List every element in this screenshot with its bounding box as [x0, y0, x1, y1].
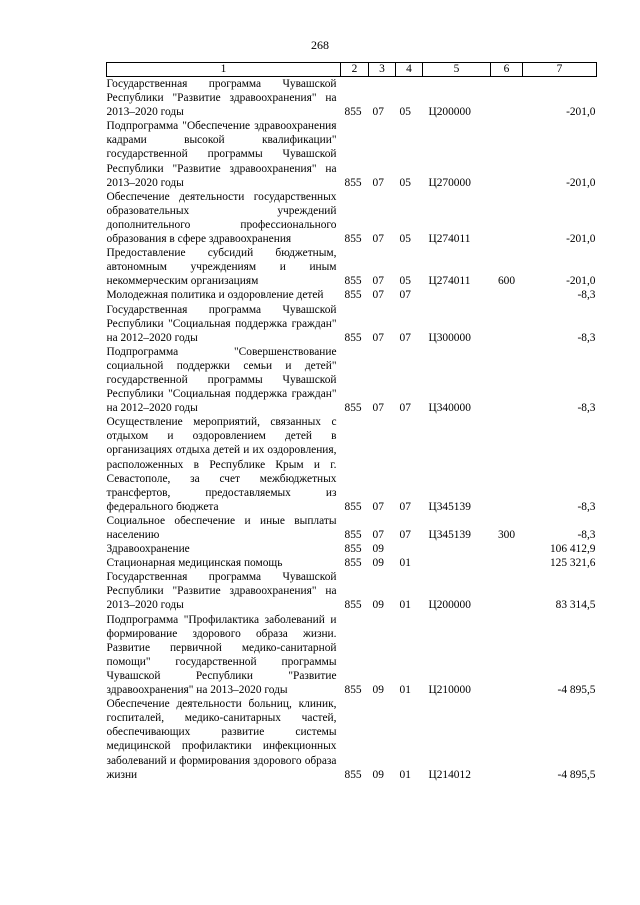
table-row [107, 190, 597, 246]
row-pr: 07 [399, 331, 411, 344]
row-pr: 01 [399, 599, 411, 612]
row-csr: Ц345139 [428, 529, 471, 541]
table-row [107, 613, 597, 698]
row-gr: 855 [344, 768, 362, 781]
row-csr: Ц214012 [428, 768, 471, 781]
row-gr: 855 [344, 500, 362, 513]
row-vr [491, 570, 523, 612]
row-amount: 83 314,5 [555, 599, 596, 612]
row-vr: 600 [497, 275, 516, 288]
row-vr [491, 697, 523, 782]
row-name: Государственная программа Чувашской Республики "Социальная поддержка граждан" на 2012–2020 годы [106, 303, 337, 344]
header-col-3: 3 [369, 63, 396, 77]
row-vr [491, 542, 523, 556]
row-gr: 855 [344, 557, 362, 570]
row-amount: -201,0 [566, 233, 596, 246]
row-vr [491, 288, 523, 302]
row-rz: 07 [372, 176, 384, 189]
table-row [107, 542, 597, 556]
row-amount: -8,3 [577, 402, 596, 415]
row-gr: 855 [344, 402, 362, 415]
header-col-6: 6 [491, 63, 523, 77]
row-pr [396, 542, 423, 556]
row-rz: 09 [372, 543, 384, 556]
row-csr: Ц340000 [428, 402, 471, 415]
row-rz: 09 [372, 768, 384, 781]
row-csr: Ц210000 [428, 684, 471, 697]
row-vr [491, 303, 523, 345]
row-csr [423, 542, 491, 556]
row-name: Подпрограмма "Профилактика заболеваний и формирование здорового образа жизни. Развитие первичной медико-санитарной помощи" государственной программы Чувашской Республики "Развитие здравоохранения" на 2013–2020 годы [106, 613, 337, 697]
row-rz: 07 [372, 289, 384, 302]
row-csr: Ц274011 [428, 275, 471, 288]
row-gr: 855 [344, 331, 362, 344]
column-number-header [107, 63, 597, 77]
row-gr: 855 [344, 543, 362, 556]
row-csr: Ц270000 [428, 176, 471, 189]
row-csr: Ц345139 [428, 500, 471, 513]
row-vr: 300 [497, 529, 516, 541]
row-rz: 07 [372, 529, 384, 541]
row-amount: 125 321,6 [549, 557, 596, 570]
row-rz: 07 [372, 500, 384, 513]
row-vr [491, 613, 523, 698]
row-pr: 07 [399, 529, 411, 541]
table-row [107, 556, 597, 570]
row-amount: -201,0 [566, 176, 596, 189]
row-pr: 07 [399, 402, 411, 415]
table-row [107, 415, 597, 514]
table-row [107, 697, 597, 782]
row-csr [423, 288, 491, 302]
row-gr: 855 [344, 599, 362, 612]
row-name: Молодежная политика и оздоровление детей [106, 289, 324, 302]
table-row [107, 288, 597, 302]
row-name: Стационарная медицинская помощь [106, 557, 283, 570]
row-gr: 855 [344, 233, 362, 246]
row-gr: 855 [344, 289, 362, 302]
row-name: Подпрограмма "Обеспечение здравоохранения кадрами высокой квалификации" государственной программы Чувашской Республики "Развитие здравоохранения" на 2013–2020 годы [106, 120, 337, 189]
row-rz: 07 [372, 106, 384, 119]
row-rz: 07 [372, 275, 384, 288]
table-row [107, 345, 597, 415]
header-col-5: 5 [423, 63, 491, 77]
row-vr [491, 556, 523, 570]
row-name: Предоставление субсидий бюджетным, автономным учреждениям и иным некоммерческим организациям [106, 247, 337, 288]
row-name: Социальное обеспечение и иные выплаты населению [106, 514, 337, 541]
row-vr [491, 415, 523, 514]
row-pr: 07 [399, 500, 411, 513]
row-amount: -4 895,5 [557, 768, 596, 781]
row-name: Осуществление мероприятий, связанных с отдыхом и оздоровлением детей в организациях отдыха детей и их оздоровления, расположенных в Республике Крым и г. Севастополе, за счет межбюджетных трансфертов, предоставляемых из федерального бюджета [106, 416, 337, 513]
row-amount: -8,3 [577, 529, 596, 541]
row-pr: 01 [399, 557, 411, 570]
row-pr: 01 [399, 768, 411, 781]
row-pr: 01 [399, 684, 411, 697]
row-amount: -8,3 [577, 289, 596, 302]
table-row [107, 570, 597, 612]
page-number: 268 [311, 38, 329, 52]
header-col-7: 7 [523, 63, 597, 77]
row-csr: Ц274011 [428, 233, 471, 246]
budget-table [106, 62, 597, 782]
table-body [107, 77, 597, 782]
row-name: Обеспечение деятельности больниц, клиник, госпиталей, медико-санитарных частей, обеспечивающих развитие системы медицинской профилактики инфекционных заболеваний и формирования здорового образа жизни [106, 698, 337, 781]
row-vr [491, 119, 523, 189]
row-name: Подпрограмма "Совершенствование социальной поддержки семьи и детей" государственной программы Чувашской Республики "Социальная поддержка граждан" на 2012–2020 годы [106, 345, 337, 415]
row-amount: -4 895,5 [557, 684, 596, 697]
row-amount: -201,0 [566, 106, 596, 119]
header-col-4: 4 [396, 63, 423, 77]
row-pr: 07 [399, 289, 411, 302]
row-csr: Ц200000 [428, 599, 471, 612]
row-name: Государственная программа Чувашской Республики "Развитие здравоохранения" на 2013–2020 годы [106, 78, 337, 119]
row-gr: 855 [344, 529, 362, 541]
row-name: Государственная программа Чувашской Республики "Развитие здравоохранения" на 2013–2020 годы [106, 571, 337, 612]
row-pr: 05 [399, 176, 411, 189]
row-gr: 855 [344, 176, 362, 189]
row-name: Обеспечение деятельности государственных образовательных учреждений дополнительного профессионального образования в сфере здравоохранения [106, 190, 337, 246]
table-row [107, 119, 597, 189]
row-amount: -8,3 [577, 500, 596, 513]
row-rz: 07 [372, 233, 384, 246]
table-row [107, 303, 597, 345]
table-row [107, 514, 597, 542]
table-row [107, 246, 597, 288]
row-vr [491, 345, 523, 415]
row-gr: 855 [344, 684, 362, 697]
row-rz: 07 [372, 402, 384, 415]
row-rz: 09 [372, 684, 384, 697]
row-csr [423, 556, 491, 570]
row-csr: Ц300000 [428, 331, 471, 344]
row-pr: 05 [399, 233, 411, 246]
row-vr [491, 77, 523, 120]
row-amount: 106 412,9 [549, 543, 596, 556]
row-vr [491, 190, 523, 246]
row-amount: -201,0 [566, 275, 596, 288]
header-col-1: 1 [107, 63, 341, 77]
row-csr: Ц200000 [428, 106, 471, 119]
row-rz: 09 [372, 599, 384, 612]
row-pr: 05 [399, 106, 411, 119]
row-pr: 05 [399, 275, 411, 288]
header-col-2: 2 [341, 63, 369, 77]
row-amount: -8,3 [577, 331, 596, 344]
row-rz: 07 [372, 331, 384, 344]
row-rz: 09 [372, 557, 384, 570]
row-gr: 855 [344, 106, 362, 119]
table-row [107, 77, 597, 120]
row-gr: 855 [344, 275, 362, 288]
row-name: Здравоохранение [106, 543, 190, 556]
